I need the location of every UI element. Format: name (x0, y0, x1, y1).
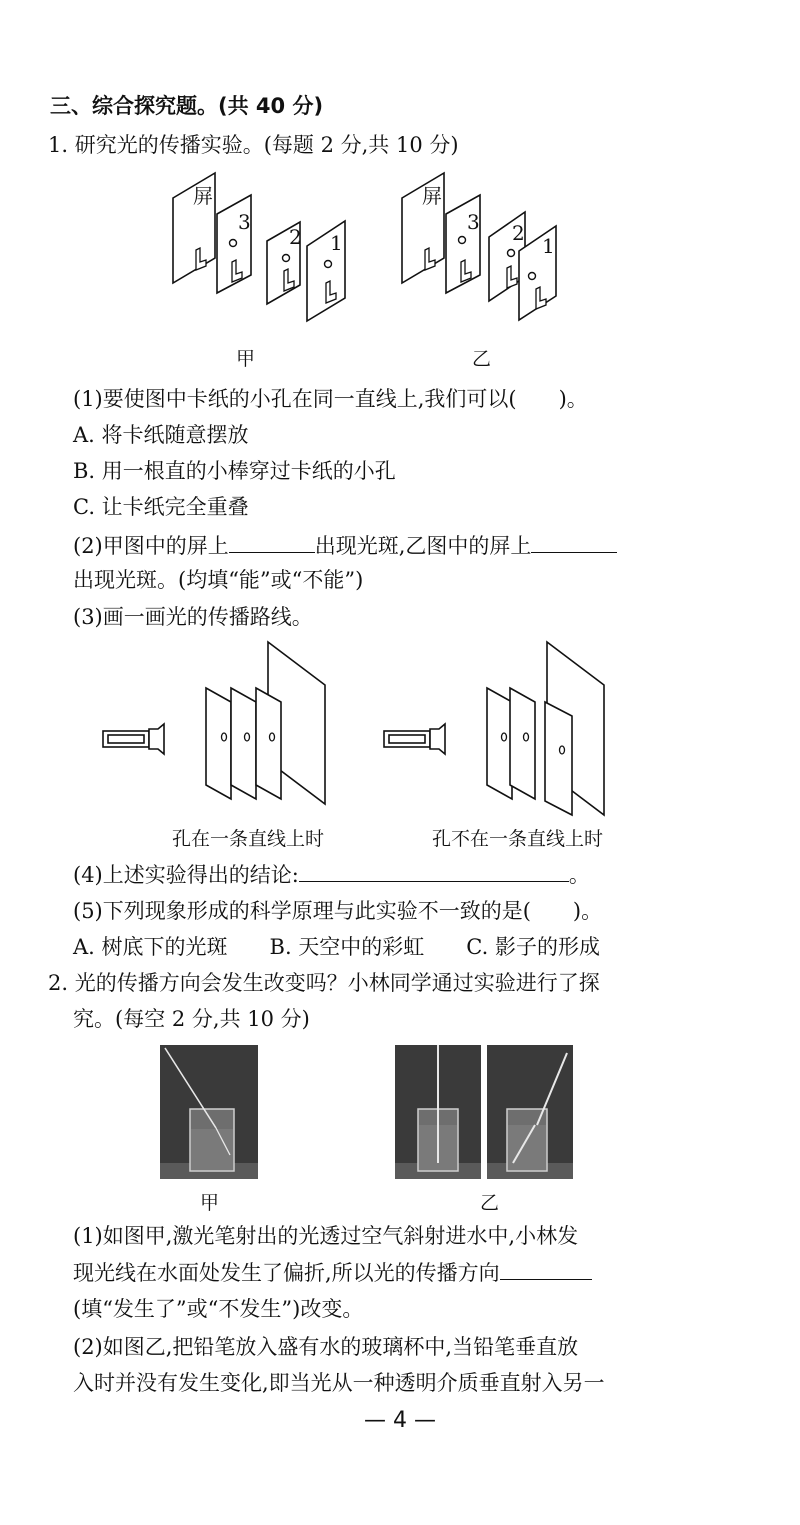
card-number-2-jia: 2 (289, 225, 302, 249)
q1-sub4-part-a: (4)上述实验得出的结论: (73, 863, 299, 887)
q1-sub2-line2: 出现光斑。(均填“能”或“不能”) (73, 568, 364, 592)
q2-stem-line2: 究。(每空 2 分,共 10 分) (73, 1007, 310, 1031)
photo-label-jia: 甲 (200, 1192, 220, 1214)
q2-stem-line1: 2. 光的传播方向会发生改变吗？小林同学通过实验进行了探 (48, 971, 600, 995)
card-number-3-yi: 3 (467, 210, 480, 234)
q1-option-c: C. 让卡纸完全重叠 (73, 495, 249, 519)
answer-blank-conclusion[interactable] (299, 861, 569, 882)
figure-label-jia: 甲 (236, 348, 256, 370)
photo-pencil-slanted (487, 1045, 573, 1179)
page-number: — 4 — (364, 1408, 436, 1433)
screen-label-yi: 屏 (422, 184, 442, 208)
q1-stem: 1. 研究光的传播实验。(每题 2 分,共 10 分) (48, 133, 459, 157)
card-right-1 (487, 688, 512, 799)
card-right-3 (545, 702, 572, 815)
q1-sub2-part-a: (2)甲图中的屏上 (73, 534, 229, 558)
card-number-3-jia: 3 (238, 210, 251, 234)
q2-sub2-line1: (2)如图乙,把铅笔放入盛有水的玻璃杯中,当铅笔垂直放 (73, 1335, 579, 1359)
q1-sub1: (1)要使图中卡纸的小孔在同一直线上,我们可以( )。 (73, 387, 588, 411)
section-title: 三、综合探究题。(共 40 分) (50, 94, 324, 118)
photo-laser-water (160, 1045, 258, 1179)
screen-label-jia: 屏 (193, 184, 213, 208)
card-left-1 (206, 688, 231, 799)
card-right-2 (510, 688, 535, 799)
card-left-2 (231, 688, 256, 799)
figure-label-yi: 乙 (472, 348, 492, 370)
photo-pencil-vertical (395, 1045, 481, 1179)
card-number-1-yi: 1 (542, 234, 555, 258)
q2-sub2-line2: 入时并没有发生变化,即当光从一种透明介质垂直射入另一 (73, 1371, 605, 1395)
answer-blank-direction[interactable] (500, 1259, 592, 1280)
q1-sub4 (73, 861, 590, 889)
flashlight-left-inner (108, 735, 144, 743)
card-number-2-yi: 2 (512, 221, 525, 245)
flashlight-left-head (149, 724, 164, 754)
flashlight-right-inner (389, 735, 425, 743)
q1-option-b: B. 用一根直的小棒穿过卡纸的小孔 (73, 459, 396, 483)
q2-sub1-line2-text: 现光线在水面处发生了偏折,所以光的传播方向 (73, 1261, 500, 1285)
q1-sub3: (3)画一画光的传播路线。 (73, 605, 313, 629)
q1-sub2-part-b: 出现光斑,乙图中的屏上 (314, 534, 532, 558)
q1-option-a: A. 将卡纸随意摆放 (73, 423, 249, 447)
caption-in-line: 孔在一条直线上时 (172, 828, 325, 850)
q2-sub1-line3: (填“发生了”或“不发生”)改变。 (73, 1297, 364, 1321)
photo-label-yi: 乙 (480, 1192, 500, 1214)
q2-sub1-line1: (1)如图甲,激光笔射出的光透过空气斜射进水中,小林发 (73, 1224, 579, 1248)
caption-not-in-line: 孔不在一条直线上时 (432, 828, 604, 850)
q1-sub5-options: A. 树底下的光斑 B. 天空中的彩虹 C. 影子的形成 (73, 935, 600, 959)
card-number-1-jia: 1 (330, 231, 343, 255)
card-left-3 (256, 688, 281, 799)
q2-sub1-line2 (73, 1259, 592, 1287)
flashlight-right-head (430, 724, 445, 754)
q1-sub4-part-b: 。 (568, 863, 590, 887)
q1-sub5: (5)下列现象形成的科学原理与此实验不一致的是( )。 (73, 899, 603, 923)
